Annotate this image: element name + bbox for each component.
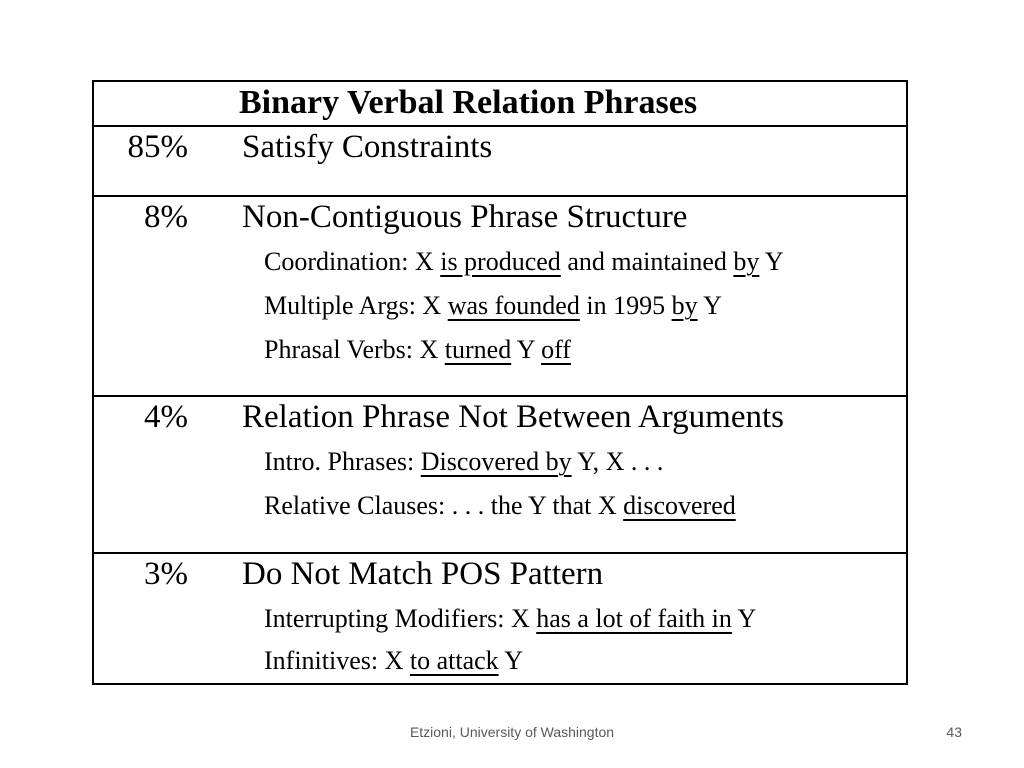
example-interrupting-modifiers (264, 604, 756, 634)
example-text: Multiple Args: X (264, 291, 448, 320)
page-number: 43 (946, 724, 962, 740)
example-text: Intro. Phrases: (264, 447, 421, 476)
relation-phrase: by (671, 291, 698, 320)
table-row-non-contiguous (94, 195, 906, 396)
table-row-satisfy-constraints (94, 125, 906, 195)
example-text: Coordination: X (264, 247, 441, 276)
table-title: Binary Verbal Relation Phrases (239, 84, 698, 121)
row-heading: Non-Contiguous Phrase Structure (242, 199, 688, 235)
example-intro-phrases (264, 447, 663, 477)
example-coordination (264, 247, 784, 277)
row-percent: 4% (144, 399, 188, 435)
relation-phrase: to attack (409, 646, 499, 675)
example-text: Interrupting Modifiers: X (264, 604, 537, 633)
example-infinitives (264, 646, 523, 676)
example-text: Y, X . . . (571, 447, 664, 476)
example-multiple-args (264, 291, 722, 321)
relation-phrase: by (733, 247, 760, 276)
row-percent: 85% (127, 129, 188, 165)
example-text: Phrasal Verbs: X (264, 335, 445, 364)
example-text: Relative Clauses: . . . the Y that X (264, 491, 624, 520)
example-text: Y (731, 604, 757, 633)
row-percent: 3% (144, 556, 188, 592)
table-row-not-between-args (94, 395, 906, 553)
example-text: Y (759, 247, 784, 276)
example-text: and maintained (560, 247, 734, 276)
example-text: Infinitives: X (264, 646, 410, 675)
row-heading: Satisfy Constraints (242, 129, 493, 165)
example-text: Y (697, 291, 722, 320)
row-heading: Do Not Match POS Pattern (242, 556, 604, 592)
relation-phrase: is produced (440, 247, 561, 276)
example-relative-clauses (264, 491, 736, 521)
row-percent: 8% (144, 199, 188, 235)
relation-phrase: has a lot of faith in (536, 604, 732, 633)
footer-credit: Etzioni, University of Washington (409, 724, 615, 740)
row-heading: Relation Phrase Not Between Arguments (242, 399, 784, 435)
relation-phrase: was founded (447, 291, 580, 320)
relation-phrases-table (92, 80, 908, 685)
example-text: Y (498, 646, 523, 675)
relation-phrase: off (541, 335, 571, 364)
example-text: in 1995 (579, 291, 672, 320)
example-phrasal-verbs (264, 335, 571, 365)
example-text: Y (511, 335, 542, 364)
relation-phrase: turned (444, 335, 512, 364)
relation-phrase: Discovered by (420, 447, 572, 476)
relation-phrase: discovered (623, 491, 736, 520)
table-row-pos-pattern (94, 552, 906, 685)
